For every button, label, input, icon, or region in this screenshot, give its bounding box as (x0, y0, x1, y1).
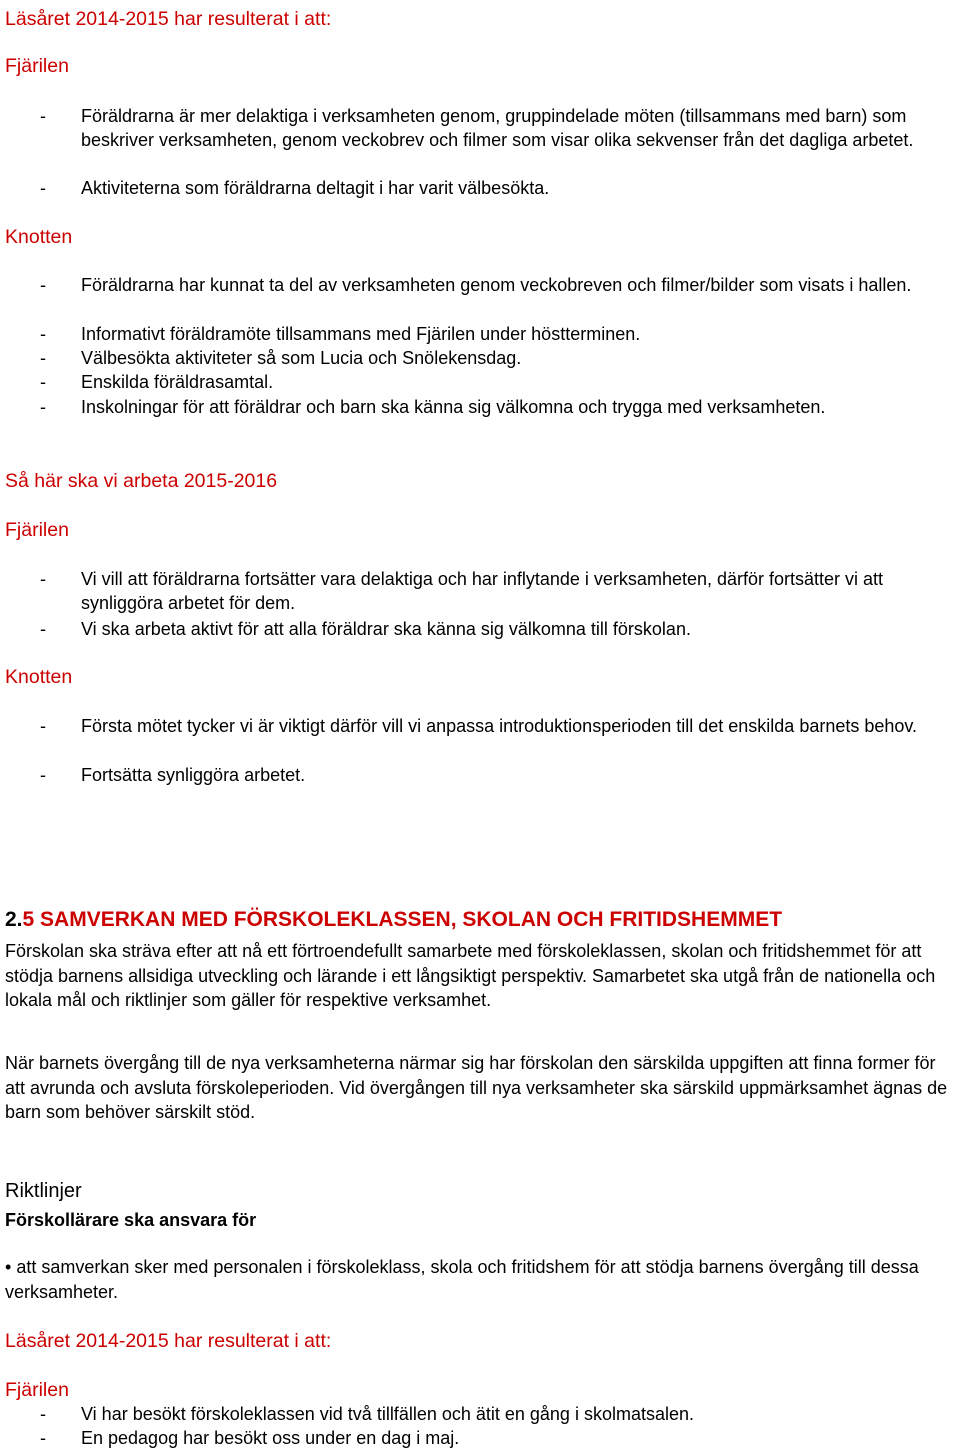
section-title (5, 906, 782, 934)
list-item-text: Föräldrarna är mer delaktiga i verksamheten genom, gruppindelade möten (tillsammans med barn) som beskriver verksamheten, genom veckobrev och filmer som visar olika sekvenser från det dagliga arbetet. (81, 106, 914, 150)
group-title-fjarilen: Fjärilen (5, 519, 69, 541)
dash: - (40, 324, 46, 344)
list-item-text: Inskolningar för att föräldrar och barn ska känna sig välkomna och trygga med verksamheten. (81, 397, 826, 417)
dash: - (40, 619, 46, 639)
dash: - (40, 569, 46, 589)
dash: - (40, 275, 46, 295)
dash: - (40, 372, 46, 392)
list-item (40, 1402, 960, 1426)
list-item (40, 1426, 960, 1450)
list-item-text: Vi vill att föräldrarna fortsätter vara delaktiga och har inflytande i verksamheten, därför fortsätter vi att synliggöra arbetet för dem. (81, 569, 884, 613)
dash: - (40, 397, 46, 417)
list-item-text: Informativt föräldramöte tillsammans med Fjärilen under höstterminen. (81, 324, 641, 344)
section-number: 2. (5, 908, 23, 931)
section-heading: Läsåret 2014-2015 har resulterat i att: (5, 1330, 332, 1352)
list-item-text: Fortsätta synliggöra arbetet. (81, 765, 306, 785)
bullet-item (5, 1255, 955, 1304)
list-item (40, 763, 960, 787)
list-item (40, 322, 960, 346)
bullet-icon: • (5, 1257, 12, 1277)
dash: - (40, 106, 46, 126)
dash: - (40, 1428, 46, 1448)
list-item-text: Välbesökta aktiviteter så som Lucia och Snölekensdag. (81, 348, 522, 368)
dash: - (40, 1404, 46, 1424)
list-item (40, 104, 960, 152)
section-heading: Så här ska vi arbeta 2015-2016 (5, 470, 278, 492)
dash: - (40, 716, 46, 736)
subheading-riktlinjer: Riktlinjer (5, 1180, 82, 1202)
list-item (40, 346, 960, 370)
list-item (40, 714, 960, 738)
section-heading: Läsåret 2014-2015 har resulterat i att: (5, 8, 332, 30)
section-title-text: 5 SAMVERKAN MED FÖRSKOLEKLASSEN, SKOLAN OCH FRITIDSHEMMET (22, 908, 783, 931)
group-title-fjarilen: Fjärilen (5, 55, 69, 77)
list-item (40, 370, 960, 394)
responsible-heading: Förskollärare ska ansvara för (5, 1210, 257, 1230)
group-title-knotten: Knotten (5, 666, 73, 688)
list-item (40, 567, 960, 615)
list-item-text: Aktiviteterna som föräldrarna deltagit i har varit välbesökta. (81, 178, 550, 198)
list-item (40, 617, 960, 641)
list-item-text: Vi ska arbeta aktivt för att alla föräldrar ska känna sig välkomna till förskolan. (81, 619, 691, 639)
list-item-text: En pedagog har besökt oss under en dag i maj. (81, 1428, 460, 1448)
bullet-text: att samverkan sker med personalen i förskoleklass, skola och fritidshem för att stödja barnens övergång till dessa verksamheter. (5, 1257, 919, 1302)
group-title-knotten: Knotten (5, 226, 73, 248)
list-item-text: Vi har besökt förskoleklassen vid två tillfällen och ätit en gång i skolmatsalen. (81, 1404, 694, 1424)
list-item-text: Föräldrarna har kunnat ta del av verksamheten genom veckobreven och filmer/bilder som visats i hallen. (81, 275, 912, 295)
list-item (40, 176, 960, 200)
list-item-text: Enskilda föräldrasamtal. (81, 372, 274, 392)
dash: - (40, 178, 46, 198)
group-title-fjarilen: Fjärilen (5, 1379, 69, 1401)
list-item (40, 273, 960, 297)
dash: - (40, 348, 46, 368)
list-item-text: Första mötet tycker vi är viktigt därför vill vi anpassa introduktionsperioden till det enskilda barnets behov. (81, 716, 918, 736)
list-item (40, 395, 960, 419)
dash: - (40, 765, 46, 785)
paragraph: Förskolan ska sträva efter att nå ett förtroendefullt samarbete med förskoleklassen, skolan och fritidshemmet för att stödja barnens allsidiga utveckling och lärande i ett långsiktigt perspektiv. Samarbetet ska utgå från de nationella och lokala mål och riktlinjer som gäller för respektive verksamhet. (5, 941, 936, 1010)
paragraph: När barnets övergång till de nya verksamheterna närmar sig har förskolan den särskilda uppgiften att finna former för att avrunda och avsluta förskoleperioden. Vid övergången till nya verksamheter ska särskild uppmärksamhet ägnas de barn som behöver särskilt stöd. (5, 1053, 948, 1122)
